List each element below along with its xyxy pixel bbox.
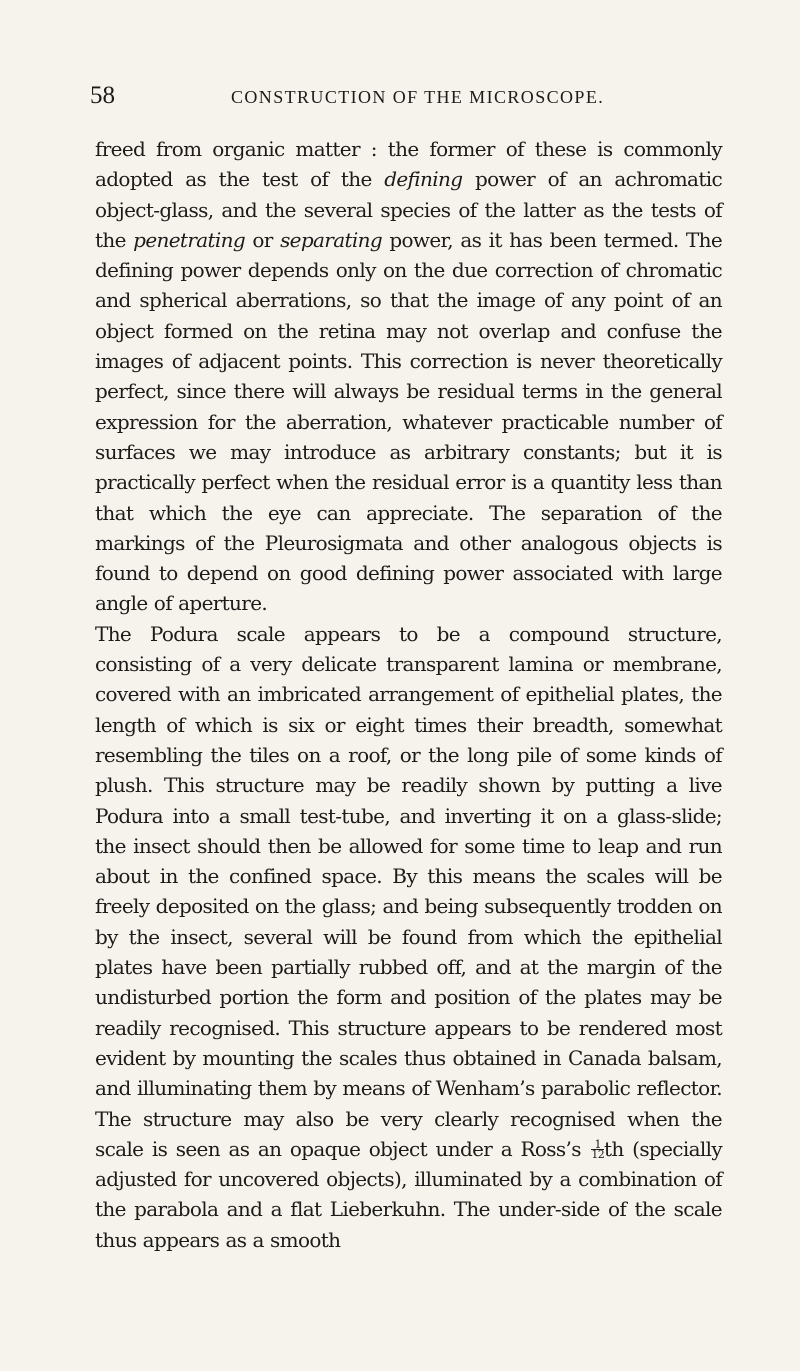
fraction-numerator: 1: [591, 1140, 604, 1150]
running-title: CONSTRUCTION OF THE MICROSCOPE.: [231, 87, 605, 107]
paragraph-continued: [95, 134, 722, 619]
text-run: The Podura scale appears to be a compound structure, consisting of a very delicate transparent lamina or membrane, covered with an imbricated arrangement of epithelial plates, the length of which is six or eight times their breadth, somewhat resembling the tiles on a roof, or the long pile of some kinds of plush. This structure may be readily shown by putting a live Podura into a small test-tube, and inverting it on a glass-slide; the insect should then be allowed for some time to leap and run about in the confined space. By this means the scales will be freely deposited on the glass; and being subsequently trodden on by the insect, several will be found from which the epithelial plates have been partially rubbed off, and at the margin of the undisturbed portion the form and position of the plates may be readily recognised. This structure appears to be rendered most evident by mounting the scales thus obtained in Canada balsam, and illuminating them by means of Wenham’s parabolic reflector. The structure may also be very clearly recognised when the scale is seen as an opaque object under a Ross’s: [95, 621, 722, 1161]
text-run: freed from organic matter : the former of these is commonly adopted as the test of the: [95, 137, 722, 192]
paragraph-podura-scale: [95, 619, 722, 1255]
italic-term-defining: defining: [384, 167, 463, 192]
italic-term-penetrating: penetrating: [133, 227, 246, 252]
text-run: th (specially adjusted for uncovered objects), illuminated by a combination of the parabola and a flat Lieberkuhn. The under-side of the scale thus appears as a smooth: [95, 1136, 722, 1252]
fraction-denominator: 12: [591, 1147, 605, 1161]
text-run: or: [245, 227, 281, 252]
text-run: power, as it has been termed. The defining power depends only on the due correction of chromatic and spherical aberrations, so that the image of any point of an object formed on the retina may not overlap and confuse the images of adjacent points. This correction is never theoretically perfect, since there will always be residual terms in the general expression for the aberration, whatever practicable number of surfaces we may introduce as arbitrary constants; but it is practically perfect when the residual error is a quantity less than that which the eye can appreciate. The separation of the markings of the Pleurosigmata and other analogous objects is found to depend on good defining power associated with large angle of aperture.: [95, 227, 723, 616]
body-text: [95, 134, 722, 1255]
page-header: [90, 81, 722, 111]
text-run: power of an achromatic object-glass, and the several species of the latter as the tests of the: [95, 167, 723, 252]
page-number: 58: [90, 82, 115, 109]
fraction-one-twelfth: [591, 1137, 605, 1161]
italic-term-separating: separating: [280, 227, 382, 252]
